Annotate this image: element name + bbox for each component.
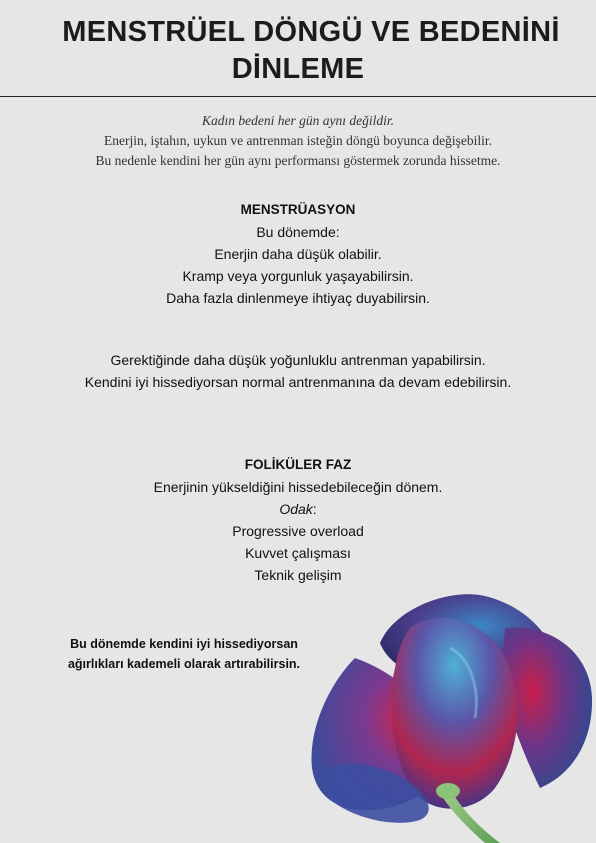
advice-line-1: Gerektiğinde daha düşük yoğunluklu antrenman yapabilirsin.	[110, 352, 486, 368]
stem-base	[436, 783, 460, 799]
focus-label: Odak	[279, 501, 313, 517]
page-title	[0, 14, 596, 88]
follicular-item: Kuvvet çalışması	[245, 545, 351, 561]
menstruation-item: Kramp veya yorgunluk yaşayabilirsin.	[182, 268, 414, 284]
menstruation-lead: Bu dönemde:	[256, 224, 340, 240]
focus-colon: :	[312, 501, 317, 517]
advice-line-2: Kendini iyi hissediyorsan normal antrenmanına da devam edebilirsin.	[84, 374, 512, 390]
follicular-heading: FOLİKÜLER FAZ	[244, 457, 352, 472]
tulip-illustration	[300, 588, 596, 843]
progression-note	[24, 634, 344, 674]
note-line-1: Bu dönemde kendini iyi hissediyorsan	[70, 637, 298, 651]
menstruation-section	[0, 199, 596, 309]
note-line-2: ağırlıkları kademeli olarak artırabilirsin.	[67, 657, 301, 671]
intro-line-3: Bu nedenle kendini her gün aynı performansı göstermek zorunda hissetme.	[95, 153, 501, 168]
advice-section	[0, 349, 596, 393]
follicular-lead: Enerjinin yükseldiğini hissedebileceğin dönem.	[153, 479, 443, 495]
intro-italic-line: Kadın bedeni her gün aynı değildir.	[202, 113, 394, 128]
intro-paragraph	[0, 111, 596, 171]
title-line-1: MENSTRÜEL DÖNGÜ VE BEDENİNİ	[62, 16, 560, 48]
follicular-focus	[0, 498, 596, 520]
follicular-item: Teknik gelişim	[254, 567, 342, 583]
follicular-item: Progressive overload	[232, 523, 364, 539]
follicular-section	[0, 454, 596, 586]
menstruation-heading: MENSTRÜASYON	[240, 202, 356, 217]
intro-line-2: Enerjin, iştahın, uykun ve antrenman isteğin döngü boyunca değişebilir.	[103, 133, 493, 148]
menstruation-item: Daha fazla dinlenmeye ihtiyaç duyabilirsin.	[166, 290, 430, 306]
title-line-2: DİNLEME	[231, 53, 365, 85]
menstruation-item: Enerjin daha düşük olabilir.	[214, 246, 382, 262]
title-divider	[0, 96, 596, 97]
